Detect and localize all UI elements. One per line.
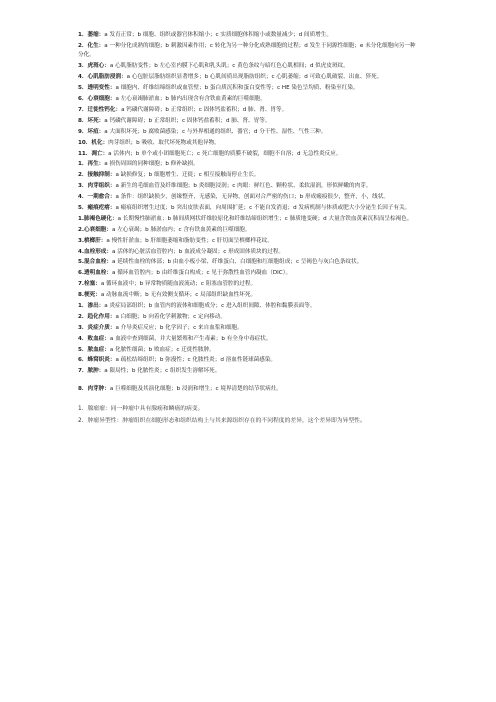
- definition-text: a 细胞内、纤维结缔组织或血管壁；b 蛋白质沉积和蛋白变性等；c HE 染色呈均质、粉染至红染。: [115, 85, 359, 92]
- definition-item: [78, 248, 418, 258]
- definition-item: [78, 302, 418, 312]
- definition-text: a 一种分化成熟的细胞；b 刺激因素作用；c 转化为另一种分化成熟细胞的过程；d 发生于同源性细胞；e 未分化细胞向另一种分化。: [78, 42, 416, 59]
- glossary-list: [78, 31, 418, 426]
- definition-text: a 活体的心脏活血管腔内；b 血液成分凝固；c 形成固体质块的过程。: [112, 248, 285, 255]
- definition-text: a 发育正常；b 细胞、组织或器官体积缩小；c 实质细胞体积缩小或数量减少；d 间质增生。: [104, 32, 332, 38]
- definition-item: [78, 367, 418, 377]
- definition-term: 1．萎缩：: [78, 32, 105, 38]
- definition-term: 8.梗死：: [78, 292, 101, 299]
- definition-item: [78, 385, 418, 395]
- footer-note: 1．腺瘤瘤：同一种瘤中具有腺癌和鳞癌的病变。: [78, 406, 204, 413]
- definition-term: 6.透明血栓：: [78, 270, 112, 277]
- definition-term: 1．渗出：: [78, 302, 105, 309]
- definition-item: [78, 313, 418, 323]
- definition-text: a 左心衰竭肺淤血；b 肺内出现含有含铁血黄素的巨噬细胞。: [115, 96, 266, 103]
- definition-term: 7．脓肿：: [78, 368, 105, 375]
- definition-item: [78, 128, 418, 138]
- definition-item: [78, 73, 418, 83]
- definition-term: 2．化生：: [78, 42, 105, 49]
- definition-term: 7.栓塞：: [78, 281, 101, 288]
- definition-text: a 钙磷代谢障碍；b 正常组织；c 固体钙盐蓄积；d 肺、肾、胃等。: [104, 117, 271, 124]
- definition-term: 10．机化：: [78, 139, 109, 146]
- section-gap: [78, 378, 418, 385]
- definition-term: 3．炎症介质：: [78, 324, 116, 331]
- definition-term: 5.混合血栓：: [78, 259, 112, 266]
- definition-item: [78, 280, 418, 290]
- definition-text: a 损伤周围的同种细胞；b 修补缺损。: [104, 161, 199, 168]
- definition-term: 2.心衰细胞：: [78, 226, 112, 233]
- definition-text: a 动脉血流中断；b 无有效侧支循环；c 局部组织缺血性坏死。: [100, 292, 257, 299]
- definition-text: a 条件：组织缺损少，创缘整齐，无感染，无异物，创面对合严密的伤口；b 形成瘢痕很少，整齐，小，线状。: [115, 194, 389, 201]
- definition-text: 肉芽组织；b 吸收、取代坏死物或其他异物。: [108, 139, 220, 146]
- definition-text: a 瘢痕组织增生过度；b 突出皮肤表面，向周围扩延；c 不能自发消退；d 发病机制与体质或肥大小分泌生长因子有关。: [115, 204, 411, 211]
- definition-term: 6．心衰细胞：: [78, 96, 116, 103]
- definition-item: [78, 258, 418, 268]
- definition-item: [78, 117, 418, 127]
- definition-term: 3．肉芽组织：: [78, 183, 116, 190]
- definition-term: 1.肺褐色硬化：: [78, 215, 118, 222]
- definition-text: a 心包脏层脂肪组织显著增多；b 心肌间质出现脂肪组织；c 心肌萎缩；d 可致心肌破裂、出血、猝死。: [126, 74, 383, 81]
- definition-item: [78, 215, 418, 225]
- definition-term: 3.槟榔肝：: [78, 237, 107, 244]
- definition-term: 11．凋亡：: [78, 150, 109, 157]
- definition-term: 9．坏疽：: [78, 128, 105, 135]
- definition-item: [78, 31, 418, 41]
- definition-item: [78, 335, 418, 345]
- definition-term: 8．肉芽肿：: [78, 386, 110, 393]
- definition-item: [78, 150, 418, 160]
- definition-text: a 循环血液中；b 异常物质随血液流动；c 阻塞血管腔的过程。: [100, 281, 257, 288]
- definition-item: [78, 42, 418, 61]
- footer-note: 2．肿瘤异型性：肿瘤组织在细胞形态和组织结构上与其来源组织存在的不同程度的差异，这个差异即为异型性。: [78, 418, 366, 425]
- definition-text: a 血液中查到细菌，并大量繁殖和产生毒素；b 有全身中毒症状。: [109, 335, 272, 342]
- definition-item: [78, 84, 418, 94]
- definition-term: 5．脓血症：: [78, 346, 110, 353]
- definition-term: 6．蜂窝织炎：: [78, 357, 116, 364]
- definition-text: a 限局性；b 化脓性炎；c 组织发生溶解坏死。: [104, 368, 221, 375]
- definition-text: a 疏松结缔组织；b 弥漫性；c 化脓性炎；d 溶血性链球菌感染。: [115, 357, 277, 364]
- definition-text: a 化脓性细菌；b 败血症；c 迁徙性脓肿。: [109, 346, 215, 353]
- spacer: [78, 396, 418, 402]
- definition-item: [78, 62, 418, 72]
- definition-term: 7．迁徙性钙化：: [78, 106, 122, 113]
- definition-term: 1．再生：: [78, 161, 105, 168]
- definition-item: [78, 356, 418, 366]
- definition-term: 3．虎斑心：: [78, 63, 110, 70]
- definition-item: [78, 291, 418, 301]
- definition-item: [78, 324, 418, 334]
- definition-item: [78, 226, 418, 236]
- definition-text: a 慢性肝淤血；b 肝细胞萎缩和脂肪变性；c 肝切面呈槟榔样花纹。: [106, 237, 273, 244]
- definition-item: [78, 204, 418, 214]
- definition-text: a 大面积坏死；b 腐败菌感染；c 与外界相通的组织、器官；d 分干性、湿性、气性三种。: [104, 128, 327, 135]
- definition-text: a 循环血管腔内；b 由纤维蛋白构成；c 见于弥散性血管内凝血（DIC）。: [112, 270, 292, 277]
- definition-text: a 炎症局部组织；b 血管内的液体和细胞成分；c 进入组织间隙、体腔和黏膜表面等。: [104, 302, 316, 309]
- definition-text: a 延续性血栓的体部；b 由血小板小梁、纤维蛋白、白细胞和红细胞组成；c 呈褐色与灰白色条纹状。: [112, 259, 363, 266]
- definition-text: a 巨噬细胞及其演化细胞；b 浸润和增生；c 境界清楚的结节状病灶。: [109, 386, 282, 393]
- definition-text: a 新生的毛细血管及纤维细胞；b 炎细胞浸润；c 肉眼：鲜红色、颗粒状、柔软湿润，形似鲜嫩的肉芽。: [115, 183, 372, 190]
- definition-term: 2．趋化作用：: [78, 313, 116, 320]
- definition-text: a 心肌脂肪变性；b 左心室内膜下心肌和乳头肌；c 黄色条纹与暗红色心肌相间；d 似虎皮斑纹。: [109, 63, 349, 70]
- definition-term: 4．心肌脂肪浸润：: [78, 74, 127, 81]
- definition-item: [78, 182, 418, 192]
- definition-item: [78, 346, 418, 356]
- definition-text: a 白细胞；b 向着化学刺激物；c 定向移动。: [115, 313, 226, 320]
- definition-text: a 长期慢性肺淤血；b 肺间质网状纤维胶原化和纤维结缔组织增生；c 肺质地变硬；d 大量含铁血黄素沉积而呈棕褐色。: [117, 215, 413, 222]
- definition-text: a 活体内；b 单个或小团细胞死亡；c 死亡细胞的质膜不破裂，细胞不自溶；d 无急性炎反应。: [108, 150, 342, 157]
- definition-item: [78, 237, 418, 247]
- definition-term: 2．接触抑制：: [78, 172, 116, 179]
- definition-text: a 钙磷代谢障碍；b 正常组织；c 固体钙盐蓄积；d 肺、肾、胃等。: [121, 106, 288, 113]
- definition-item: [78, 160, 418, 170]
- definition-item: [78, 171, 418, 181]
- definition-item: [78, 193, 418, 203]
- definition-text: a 介导炎症反应；b 化学因子；c 来自血浆和细胞。: [115, 324, 243, 331]
- definition-term: 4．一期愈合：: [78, 194, 116, 201]
- definition-term: 4.血栓形成：: [78, 248, 112, 255]
- definition-item: [78, 95, 418, 105]
- definition-term: 4．败血症：: [78, 335, 110, 342]
- definition-term: 8．坏死：: [78, 117, 105, 124]
- definition-item: [78, 269, 418, 279]
- definition-item: [78, 139, 418, 149]
- definition-term: 5．瘢痕疙瘩：: [78, 204, 116, 211]
- definition-text: a 左心衰竭；b 肺淤血内；c 含有铁血黄素的巨噬细胞。: [112, 226, 251, 233]
- definition-text: a 缺损修复；b 细胞增生、迁徙；c 相互接触而停止生长。: [115, 172, 260, 179]
- definition-item: [78, 106, 418, 116]
- definition-term: 5．透明变性：: [78, 85, 116, 92]
